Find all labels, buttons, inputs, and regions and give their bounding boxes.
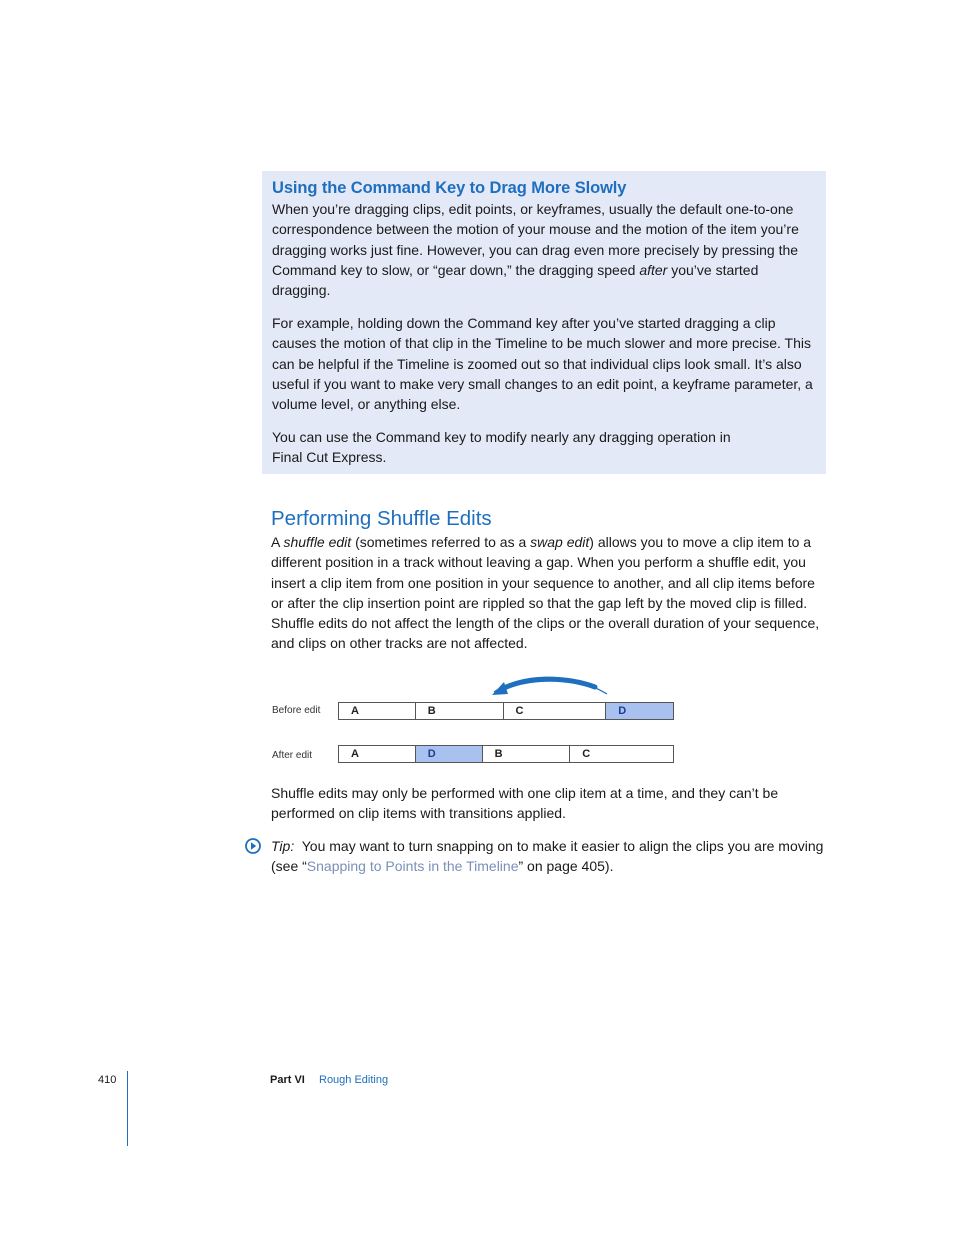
clip-b: B bbox=[416, 703, 504, 719]
sidebar-p3-line-1: You can use the Command key to modify nearly any dragging operation in bbox=[272, 428, 731, 445]
intro-text-a: A bbox=[271, 534, 284, 550]
shuffle-limitations-paragraph: Shuffle edits may only be performed with one clip item at a time, and they can’t be performed on clip items with transitions applied. bbox=[271, 785, 779, 822]
footer-rule bbox=[127, 1071, 128, 1146]
before-edit-label: Before edit bbox=[272, 705, 321, 716]
clip-c: C bbox=[504, 703, 607, 719]
clip-a: A bbox=[339, 703, 416, 719]
clip-c: C bbox=[570, 746, 673, 762]
tip-paragraph bbox=[271, 836, 827, 877]
tip-arrow-icon bbox=[245, 838, 261, 854]
intro-text-b: (sometimes referred to as a bbox=[351, 534, 531, 550]
sidebar-paragraph-1 bbox=[272, 199, 814, 300]
sidebar-p3-line-2: Final Cut Express. bbox=[272, 449, 387, 466]
sidebar-p1-text-a: When you’re dragging clips, edit points, or keyframes, usually the default one-to-one correspondence between the motion of your mouse and the motion of the item you’re dragging works just fine. However, you can drag even more precisely by pressing the Command key to slow, or “gear down,” the dragging speed bbox=[272, 201, 799, 278]
intro-paragraph bbox=[271, 532, 827, 654]
page-number: 410 bbox=[98, 1074, 117, 1086]
tip-text-b: ” on page 405). bbox=[518, 858, 614, 875]
shuffle-edit-diagram bbox=[262, 672, 682, 772]
tip-text-a: You may want to turn snapping on to make it easier to align the clips you are moving (see “ bbox=[271, 838, 828, 875]
clip-d-moved: D bbox=[606, 703, 673, 719]
section-title: Performing Shuffle Edits bbox=[271, 507, 492, 530]
intro-emphasis-shuffle-edit: shuffle edit bbox=[283, 534, 352, 550]
clip-a: A bbox=[339, 746, 416, 762]
tip-label: Tip: bbox=[271, 838, 295, 854]
sidebar-p1-emphasis: after bbox=[639, 261, 668, 278]
sidebar-box bbox=[262, 171, 826, 474]
sidebar-title: Using the Command Key to Drag More Slowly bbox=[272, 179, 627, 197]
clip-d-moved: D bbox=[416, 746, 483, 762]
after-edit-label: After edit bbox=[272, 750, 313, 761]
after-edit-track bbox=[338, 745, 674, 763]
before-edit-track bbox=[338, 702, 674, 720]
snapping-link[interactable]: Snapping to Points in the Timeline bbox=[306, 858, 519, 875]
footer-part: Part VI bbox=[270, 1074, 305, 1086]
tip-block bbox=[271, 836, 827, 877]
sidebar-p1-text-b: you’ve started dragging. bbox=[272, 261, 759, 299]
sidebar-paragraph-3 bbox=[272, 427, 814, 468]
sidebar-paragraph-2: For example, holding down the Command key after you’ve started dragging a clip causes the motion of that clip in the Timeline to be much slower and more precise. This can be helpful if the Timeline is zoomed out so that individual clips look small. It’s also useful if you want to make very small changes to an edit point, a keyframe parameter, a volume level, or anything else. bbox=[272, 314, 813, 413]
intro-emphasis-swap-edit: swap edit bbox=[530, 534, 590, 550]
intro-text-c: ) allows you to move a clip item to a different position in a track without leaving a gap. When you perform a shuffle edit, you insert a clip item from one position in your sequence to another, and all clip items before or after the clip insertion point are rippled so that the gap left by the moved clip is filled. Shuffle edits do not affect the length of the clips or the overall duration of your sequence, and clips on other tracks are not affected. bbox=[271, 534, 820, 652]
after-diagram-text bbox=[271, 783, 827, 824]
clip-b: B bbox=[483, 746, 571, 762]
footer-chapter-link[interactable]: Rough Editing bbox=[319, 1074, 389, 1086]
section-intro bbox=[271, 532, 827, 654]
